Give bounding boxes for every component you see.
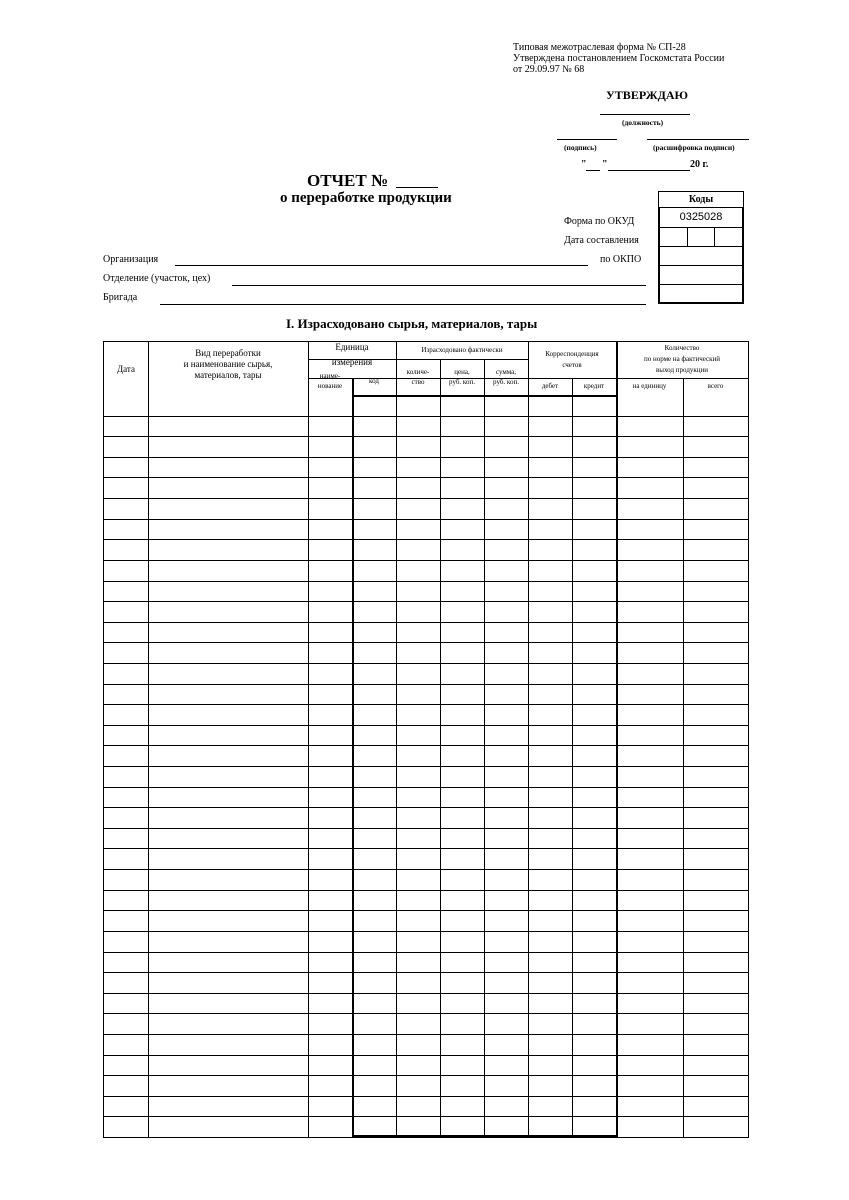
form-type-line: Типовая межотраслевая форма № СП-28 xyxy=(513,42,686,53)
col-kind-header-1: Вид переработки xyxy=(195,348,261,358)
col-unit-name-header-1: наиме- xyxy=(319,372,341,380)
okud-code: 0325028 xyxy=(658,208,744,228)
date-year-cell[interactable] xyxy=(715,228,742,246)
table-row[interactable] xyxy=(104,952,748,953)
col-corr-header-1: Корреспонденция xyxy=(545,350,599,358)
col-kind-header-3: материалов, тары xyxy=(194,370,262,380)
table-bottom-rule-bold xyxy=(352,1135,618,1137)
table-row[interactable] xyxy=(104,890,748,891)
signature-line[interactable] xyxy=(557,139,617,140)
decoding-line[interactable] xyxy=(647,139,749,140)
col-divider xyxy=(528,342,529,1137)
table-row[interactable] xyxy=(104,828,748,829)
col-price-header-2: руб. коп. xyxy=(449,378,475,386)
brigade-line[interactable] xyxy=(160,304,646,305)
table-row[interactable] xyxy=(104,766,748,767)
col-divider xyxy=(572,378,573,1137)
table-row[interactable] xyxy=(104,1075,748,1076)
date-month-cell[interactable] xyxy=(688,228,716,246)
okud-label: Форма по ОКУД xyxy=(564,216,635,227)
col-divider xyxy=(683,378,684,1137)
col-total-header: всего xyxy=(707,382,724,390)
organization-line[interactable] xyxy=(175,265,588,266)
table-row[interactable] xyxy=(104,684,748,685)
col-unit-code-header: код xyxy=(369,377,379,385)
date-quote-close: " xyxy=(602,159,608,170)
decree-date-line: от 29.09.97 № 68 xyxy=(513,64,585,75)
date-compiled-cells xyxy=(658,228,744,247)
table-row[interactable] xyxy=(104,622,748,623)
section-title: I. Израсходовано сырья, материалов, тары xyxy=(286,316,538,331)
year-suffix: 20 г. xyxy=(690,159,709,170)
table-row[interactable] xyxy=(104,642,748,643)
date-day-cell[interactable] xyxy=(660,228,688,246)
date-compiled-label: Дата составления xyxy=(564,235,639,246)
table-row[interactable] xyxy=(104,457,748,458)
col-norm-header-2: по норме на фактический xyxy=(643,355,721,363)
position-caption: (должность) xyxy=(622,118,664,127)
col-divider xyxy=(484,359,485,1137)
department-line[interactable] xyxy=(232,285,646,286)
table-row[interactable] xyxy=(104,1034,748,1035)
approve-title: УТВЕРЖДАЮ xyxy=(606,88,689,102)
col-divider-bold xyxy=(352,378,354,1137)
table-row[interactable] xyxy=(104,807,748,808)
okpo-label: по ОКПО xyxy=(600,254,642,265)
table-row[interactable] xyxy=(104,581,748,582)
report-number-line[interactable] xyxy=(396,187,438,188)
date-quote-open: " xyxy=(581,159,587,170)
col-divider xyxy=(148,342,149,1137)
table-row[interactable] xyxy=(104,663,748,664)
col-spent-header: Израсходовано фактически xyxy=(421,346,503,354)
table-row[interactable] xyxy=(104,498,748,499)
consumption-table xyxy=(103,341,749,1138)
col-corr-header-2: счетов xyxy=(562,361,582,369)
department-code-cell[interactable] xyxy=(658,266,744,285)
table-row[interactable] xyxy=(104,539,748,540)
table-row[interactable] xyxy=(104,416,748,417)
header-rule-bold xyxy=(352,395,618,397)
report-title: ОТЧЕТ № xyxy=(307,171,389,190)
table-row[interactable] xyxy=(104,1096,748,1097)
col-unit-name-header-2: нование xyxy=(317,382,343,390)
day-line[interactable] xyxy=(586,170,600,171)
table-row[interactable] xyxy=(104,725,748,726)
col-divider xyxy=(440,359,441,1137)
table-row[interactable] xyxy=(104,869,748,870)
col-norm-header-1: Количество xyxy=(664,344,700,352)
codes-header: Коды xyxy=(658,191,744,208)
table-row[interactable] xyxy=(104,704,748,705)
table-row[interactable] xyxy=(104,848,748,849)
brigade-code-cell[interactable] xyxy=(658,285,744,304)
table-row[interactable] xyxy=(104,1013,748,1014)
col-divider-bold xyxy=(616,342,618,1137)
signature-caption: (подпись) xyxy=(564,143,597,152)
table-row[interactable] xyxy=(104,745,748,746)
table-row[interactable] xyxy=(104,601,748,602)
col-unit-header-2: измерения xyxy=(331,357,373,367)
table-row[interactable] xyxy=(104,560,748,561)
col-kind-header-2: и наименование сырья, xyxy=(183,359,273,369)
brigade-label: Бригада xyxy=(103,292,138,303)
codes-box xyxy=(658,191,744,304)
col-divider xyxy=(308,342,309,1137)
col-credit-header: кредит xyxy=(583,382,605,390)
col-date-header: Дата xyxy=(117,364,135,374)
col-divider xyxy=(396,342,397,1137)
col-sum-header-1: сумма, xyxy=(495,368,517,376)
table-row[interactable] xyxy=(104,477,748,478)
table-row[interactable] xyxy=(104,910,748,911)
decoding-caption: (расшифровка подписи) xyxy=(653,143,735,152)
table-row[interactable] xyxy=(104,972,748,973)
col-unit-header-1: Единица xyxy=(335,342,369,352)
table-row[interactable] xyxy=(104,436,748,437)
table-row[interactable] xyxy=(104,787,748,788)
month-line[interactable] xyxy=(608,170,690,171)
col-debit-header: дебет xyxy=(541,382,559,390)
col-qty-header-1: количе- xyxy=(406,368,430,376)
col-norm-header-3: выход продукции xyxy=(655,366,709,374)
department-label: Отделение (участок, цех) xyxy=(103,273,211,284)
col-qty-header-2: ство xyxy=(411,378,425,386)
organization-label: Организация xyxy=(103,254,159,265)
table-row[interactable] xyxy=(104,1116,748,1117)
table-row[interactable] xyxy=(104,993,748,994)
header-rule xyxy=(396,359,528,360)
position-line[interactable] xyxy=(600,114,690,115)
col-sum-header-2: руб. коп. xyxy=(493,378,519,386)
col-price-header-1: цена, xyxy=(454,368,470,376)
col-per-unit-header: на единицу xyxy=(632,382,667,390)
table-row[interactable] xyxy=(104,931,748,932)
table-row[interactable] xyxy=(104,1055,748,1056)
okpo-code-cell[interactable] xyxy=(658,247,744,266)
table-row[interactable] xyxy=(104,519,748,520)
approval-decree-line: Утверждена постановлением Госкомстата России xyxy=(513,53,725,64)
report-subtitle: о переработке продукции xyxy=(280,190,452,206)
